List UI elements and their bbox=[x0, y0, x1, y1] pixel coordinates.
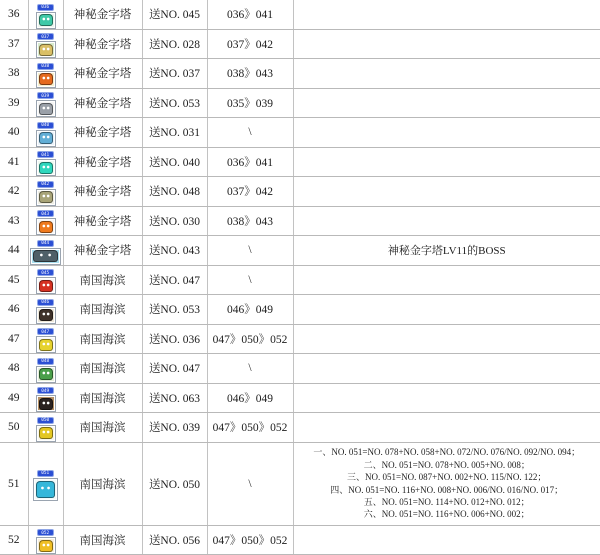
location-cell: 南国海滨 bbox=[63, 354, 142, 384]
sprite-number-label: 040 bbox=[37, 122, 53, 129]
location-cell: 神秘金字塔 bbox=[63, 59, 142, 89]
table-row bbox=[0, 354, 600, 384]
notes-cell bbox=[293, 29, 600, 59]
sprite-number-label: 038 bbox=[37, 63, 53, 70]
row-number: 44 bbox=[0, 236, 28, 266]
location-cell: 南国海滨 bbox=[63, 265, 142, 295]
location-cell: 南国海滨 bbox=[63, 383, 142, 413]
monster-icon-cell bbox=[28, 206, 63, 236]
notes-cell bbox=[293, 413, 600, 443]
monster-sprite-icon bbox=[36, 387, 56, 412]
location-cell: 神秘金字塔 bbox=[63, 236, 142, 266]
table-row bbox=[0, 177, 600, 207]
notes-cell bbox=[293, 265, 600, 295]
row-number: 37 bbox=[0, 29, 28, 59]
sprite-number-label: 048 bbox=[37, 358, 53, 365]
location-cell: 神秘金字塔 bbox=[63, 206, 142, 236]
evolution-chain-cell: 038》043 bbox=[207, 59, 293, 89]
sprite-body bbox=[39, 132, 53, 144]
sprite-number-label: 046 bbox=[37, 299, 53, 306]
table-row bbox=[0, 206, 600, 236]
sprite-frame bbox=[36, 395, 56, 412]
row-number: 49 bbox=[0, 383, 28, 413]
table-row bbox=[0, 295, 600, 325]
sprite-frame bbox=[36, 307, 56, 324]
monster-sprite-icon bbox=[36, 181, 56, 206]
send-number-cell: 送NO. 047 bbox=[142, 265, 207, 295]
note-line: 四、NO. 051=NO. 116+NO. 008+NO. 006/NO. 016/NO. 017； bbox=[294, 484, 600, 496]
notes-cell bbox=[293, 383, 600, 413]
send-number-cell: 送NO. 031 bbox=[142, 118, 207, 148]
evolution-chain-cell: \ bbox=[207, 118, 293, 148]
notes-cell bbox=[293, 147, 600, 177]
row-number: 43 bbox=[0, 206, 28, 236]
sprite-body bbox=[39, 427, 53, 439]
location-cell: 神秘金字塔 bbox=[63, 118, 142, 148]
evolution-chain-cell: 046》049 bbox=[207, 383, 293, 413]
monster-icon-cell bbox=[28, 413, 63, 443]
sprite-number-label: 050 bbox=[37, 417, 53, 424]
sprite-frame bbox=[36, 130, 56, 147]
sprite-body bbox=[39, 368, 53, 380]
notes-cell bbox=[293, 118, 600, 148]
sprite-frame bbox=[36, 366, 56, 383]
notes-cell bbox=[293, 295, 600, 325]
sprite-body bbox=[39, 14, 53, 26]
evolution-chain-cell: \ bbox=[207, 236, 293, 266]
evolution-chain-cell: \ bbox=[207, 354, 293, 384]
sprite-body bbox=[39, 540, 53, 552]
note-line: 三、NO. 051=NO. 087+NO. 002+NO. 115/NO. 122； bbox=[294, 471, 600, 483]
sprite-body bbox=[36, 481, 55, 498]
monster-sprite-icon bbox=[36, 151, 56, 176]
row-number: 50 bbox=[0, 413, 28, 443]
monster-sprite-boss-icon bbox=[30, 240, 61, 265]
monster-icon-cell bbox=[28, 295, 63, 325]
send-number-cell: 送NO. 050 bbox=[142, 442, 207, 525]
table-row bbox=[0, 413, 600, 443]
evolution-chain-cell: 047》050》052 bbox=[207, 413, 293, 443]
send-number-cell: 送NO. 039 bbox=[142, 413, 207, 443]
sprite-frame bbox=[36, 425, 56, 442]
table-row bbox=[0, 525, 600, 555]
send-number-cell: 送NO. 063 bbox=[142, 383, 207, 413]
monster-icon-cell bbox=[28, 265, 63, 295]
sprite-body bbox=[39, 73, 53, 85]
row-number: 47 bbox=[0, 324, 28, 354]
sprite-frame bbox=[36, 41, 56, 58]
evolution-chain-cell: 036》041 bbox=[207, 0, 293, 29]
row-number: 36 bbox=[0, 0, 28, 29]
sprite-number-label: 052 bbox=[37, 529, 53, 536]
location-cell: 神秘金字塔 bbox=[63, 88, 142, 118]
send-number-cell: 送NO. 047 bbox=[142, 354, 207, 384]
table-row bbox=[0, 147, 600, 177]
monster-sprite-icon bbox=[36, 328, 56, 353]
table-row bbox=[0, 265, 600, 295]
location-cell: 南国海滨 bbox=[63, 295, 142, 325]
location-cell: 南国海滨 bbox=[63, 413, 142, 443]
table-row bbox=[0, 59, 600, 89]
sprite-frame bbox=[36, 189, 56, 206]
table-row bbox=[0, 88, 600, 118]
location-cell: 神秘金字塔 bbox=[63, 0, 142, 29]
send-number-cell: 送NO. 037 bbox=[142, 59, 207, 89]
monster-icon-cell bbox=[28, 442, 63, 525]
row-number: 51 bbox=[0, 442, 28, 525]
notes-cell bbox=[293, 59, 600, 89]
table-row bbox=[0, 0, 600, 29]
sprite-number-label: 051 bbox=[37, 470, 53, 477]
send-number-cell: 送NO. 045 bbox=[142, 0, 207, 29]
row-number: 39 bbox=[0, 88, 28, 118]
sprite-frame bbox=[36, 218, 56, 235]
table-row bbox=[0, 383, 600, 413]
monster-icon-cell bbox=[28, 88, 63, 118]
row-number: 52 bbox=[0, 525, 28, 555]
note-line: 五、NO. 051=NO. 114+NO. 012+NO. 012； bbox=[294, 496, 600, 508]
monster-sprite-icon bbox=[36, 92, 56, 117]
sprite-frame bbox=[36, 12, 56, 29]
monster-icon-cell bbox=[28, 147, 63, 177]
evolution-chain-cell: \ bbox=[207, 442, 293, 525]
send-number-cell: 送NO. 053 bbox=[142, 88, 207, 118]
monster-icon-cell bbox=[28, 59, 63, 89]
sprite-body bbox=[39, 103, 53, 115]
sprite-body bbox=[39, 339, 53, 351]
send-number-cell: 送NO. 028 bbox=[142, 29, 207, 59]
sprite-body bbox=[33, 250, 58, 262]
monster-sprite-icon bbox=[36, 269, 56, 294]
sprite-body bbox=[39, 221, 53, 233]
sprite-number-label: 044 bbox=[37, 240, 53, 247]
monster-icon-cell bbox=[28, 118, 63, 148]
note-text: 神秘金字塔LV11的BOSS bbox=[294, 242, 600, 258]
monster-sprite-icon bbox=[36, 358, 56, 383]
notes-cell bbox=[293, 324, 600, 354]
monster-sprite-icon bbox=[36, 210, 56, 235]
sprite-number-label: 036 bbox=[37, 4, 53, 11]
send-number-cell: 送NO. 040 bbox=[142, 147, 207, 177]
evolution-chain-cell: 046》049 bbox=[207, 295, 293, 325]
notes-cell bbox=[293, 442, 600, 525]
row-number: 48 bbox=[0, 354, 28, 384]
sprite-number-label: 042 bbox=[37, 181, 53, 188]
sprite-frame bbox=[36, 537, 56, 554]
monster-sprite-icon bbox=[36, 4, 56, 29]
sprite-body bbox=[39, 162, 53, 174]
monster-icon-cell bbox=[28, 0, 63, 29]
sprite-number-label: 041 bbox=[37, 151, 53, 158]
monster-sprite-icon bbox=[36, 299, 56, 324]
sprite-frame bbox=[36, 336, 56, 353]
evolution-chain-cell: 037》042 bbox=[207, 177, 293, 207]
notes-cell bbox=[293, 0, 600, 29]
monster-icon-cell bbox=[28, 383, 63, 413]
monster-sprite-icon bbox=[36, 63, 56, 88]
sprite-number-label: 043 bbox=[37, 210, 53, 217]
sprite-number-label: 037 bbox=[37, 33, 53, 40]
note-text-block bbox=[294, 446, 600, 520]
row-number: 38 bbox=[0, 59, 28, 89]
monster-icon-cell bbox=[28, 324, 63, 354]
notes-cell bbox=[293, 354, 600, 384]
sprite-frame bbox=[36, 71, 56, 88]
evolution-chain-cell: \ bbox=[207, 265, 293, 295]
evolution-chain-cell: 037》042 bbox=[207, 29, 293, 59]
sprite-number-label: 045 bbox=[37, 269, 53, 276]
evolution-chain-cell: 038》043 bbox=[207, 206, 293, 236]
table-row bbox=[0, 29, 600, 59]
location-cell: 南国海滨 bbox=[63, 324, 142, 354]
sprite-body bbox=[39, 309, 53, 321]
sprite-number-label: 039 bbox=[37, 92, 53, 99]
table-row bbox=[0, 118, 600, 148]
location-cell: 神秘金字塔 bbox=[63, 29, 142, 59]
sprite-frame bbox=[33, 478, 58, 501]
sprite-frame bbox=[30, 248, 61, 265]
sprite-number-label: 049 bbox=[37, 387, 53, 394]
monster-sprite-icon bbox=[36, 122, 56, 147]
table-row bbox=[0, 236, 600, 266]
monster-sprite-icon bbox=[33, 470, 58, 501]
send-number-cell: 送NO. 030 bbox=[142, 206, 207, 236]
note-line: 一、NO. 051=NO. 078+NO. 058+NO. 072/NO. 076/NO. 092/NO. 094； bbox=[294, 446, 600, 458]
send-number-cell: 送NO. 053 bbox=[142, 295, 207, 325]
monster-sprite-icon bbox=[36, 33, 56, 58]
sprite-body bbox=[39, 398, 53, 410]
evolution-chain-cell: 047》050》052 bbox=[207, 324, 293, 354]
monster-icon-cell bbox=[28, 354, 63, 384]
table-row bbox=[0, 442, 600, 525]
monster-icon-cell bbox=[28, 177, 63, 207]
send-number-cell: 送NO. 048 bbox=[142, 177, 207, 207]
sprite-number-label: 047 bbox=[37, 328, 53, 335]
table-row bbox=[0, 324, 600, 354]
sprite-frame bbox=[36, 277, 56, 294]
send-number-cell: 送NO. 036 bbox=[142, 324, 207, 354]
sprite-frame bbox=[36, 100, 56, 117]
send-number-cell: 送NO. 043 bbox=[142, 236, 207, 266]
notes-cell bbox=[293, 206, 600, 236]
location-cell: 南国海滨 bbox=[63, 442, 142, 525]
sprite-body bbox=[39, 191, 53, 203]
sprite-body bbox=[39, 280, 53, 292]
row-number: 40 bbox=[0, 118, 28, 148]
note-line: 六、NO. 051=NO. 116+NO. 006+NO. 002； bbox=[294, 508, 600, 520]
monster-icon-cell bbox=[28, 29, 63, 59]
note-line: 二、NO. 051=NO. 078+NO. 005+NO. 008； bbox=[294, 459, 600, 471]
monster-sprite-icon bbox=[36, 417, 56, 442]
sprite-body bbox=[39, 44, 53, 56]
notes-cell bbox=[293, 525, 600, 555]
evolution-chain-cell: 047》050》052 bbox=[207, 525, 293, 555]
location-cell: 神秘金字塔 bbox=[63, 147, 142, 177]
row-number: 41 bbox=[0, 147, 28, 177]
row-number: 46 bbox=[0, 295, 28, 325]
location-cell: 南国海滨 bbox=[63, 525, 142, 555]
monster-sprite-icon bbox=[36, 529, 56, 554]
location-cell: 神秘金字塔 bbox=[63, 177, 142, 207]
evolution-chain-cell: 035》039 bbox=[207, 88, 293, 118]
monster-icon-cell bbox=[28, 525, 63, 555]
row-number: 42 bbox=[0, 177, 28, 207]
row-number: 45 bbox=[0, 265, 28, 295]
notes-cell bbox=[293, 88, 600, 118]
sprite-frame bbox=[36, 159, 56, 176]
notes-cell bbox=[293, 177, 600, 207]
send-number-cell: 送NO. 056 bbox=[142, 525, 207, 555]
monster-icon-cell bbox=[28, 236, 63, 266]
notes-cell bbox=[293, 236, 600, 266]
evolution-chain-cell: 036》041 bbox=[207, 147, 293, 177]
